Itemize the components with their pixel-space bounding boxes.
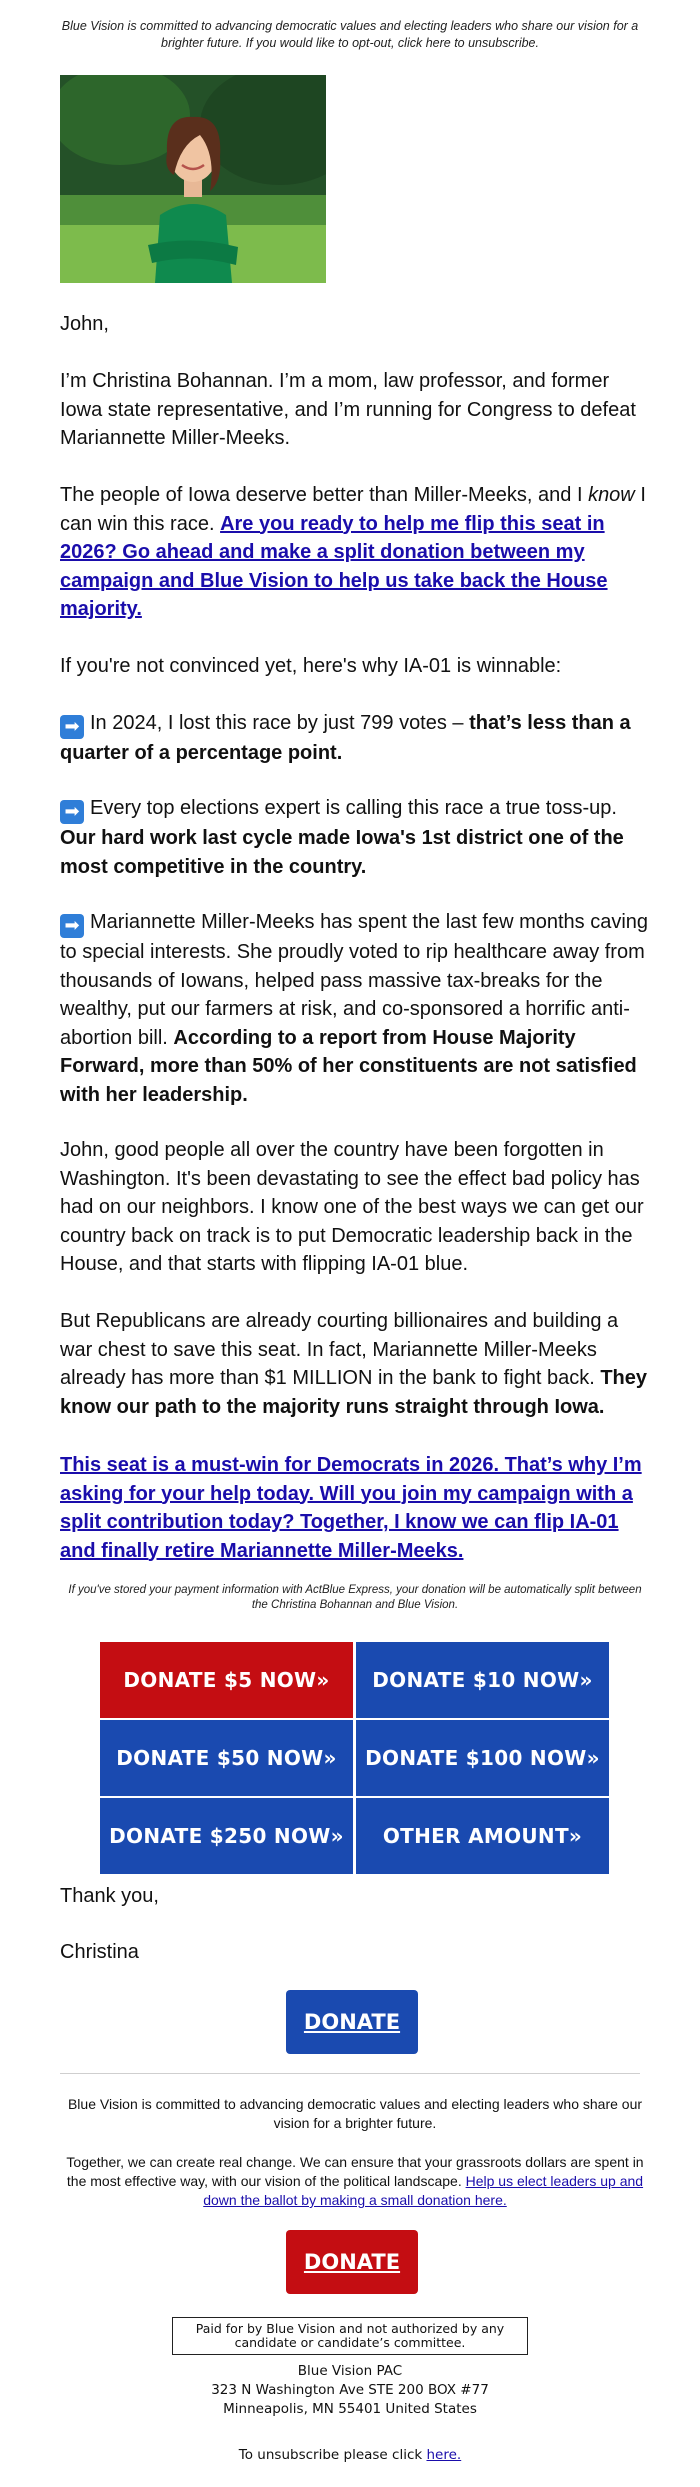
unsubscribe-link[interactable]: here. xyxy=(426,2447,462,2463)
donate-250-button[interactable]: DONATE $250 NOW» xyxy=(100,1798,353,1874)
unsubscribe-text: To unsubscribe please click xyxy=(238,2447,427,2463)
bullet-text: Every top elections expert is calling this race a true toss-up. xyxy=(90,797,617,819)
bullet-bold: Our hard work last cycle made Iowa's 1st district one of the most competitive in the country. xyxy=(60,827,624,878)
donate-100-button[interactable]: DONATE $100 NOW» xyxy=(356,1720,609,1796)
donate-50-button[interactable]: DONATE $50 NOW» xyxy=(100,1720,353,1796)
paid-for-disclaimer: Paid for by Blue Vision and not authorized by any candidate or candidate’s committee. xyxy=(172,2317,528,2355)
right-arrow-icon: ➡ xyxy=(60,800,84,824)
p2-emphasis: know xyxy=(588,484,635,506)
signature: Christina xyxy=(60,1941,139,1963)
unsubscribe-line xyxy=(60,2447,640,2463)
bullet-bold: that’s less than a quarter of a percentage point. xyxy=(60,712,631,764)
bullet-bold: According to a report from House Majority Forward, more than 50% of her constituents are not satisfied with her leadership. xyxy=(60,1026,637,1106)
donate-10-button[interactable]: DONATE $10 NOW» xyxy=(356,1642,609,1718)
org-name: Blue Vision PAC xyxy=(297,2363,403,2379)
actblue-note: If you've stored your payment information with ActBlue Express, your donation will be automatically split between the Christina Bohannan and Blue Vision. xyxy=(68,1584,642,1611)
good-people-paragraph: John, good people all over the country have been forgotten in Washington. It's been devastating to see the effect bad policy has had on our neighbors. I know one of the best ways we can get our country back on track is to put Democratic leadership back in the House, and that starts with flipping IA-01 blue. xyxy=(60,1139,644,1275)
right-arrow-icon: ➡ xyxy=(60,914,84,938)
header-notice: Blue Vision is committed to advancing democratic values and electing leaders who share our vision for a brighter future. If you would like to opt-out, click here to unsubscribe. xyxy=(61,19,639,50)
other-amount-button[interactable]: OTHER AMOUNT» xyxy=(356,1798,609,1874)
footer-donate-button[interactable]: DONATE xyxy=(286,2230,418,2294)
must-win-link[interactable]: This seat is a must-win for Democrats in 2026. That’s why I’m asking for your help today. Will you join my campaign with a split contribution today? Together, I know we can flip IA-01 and finally retire Mariannette Miller-Meeks. xyxy=(60,1454,642,1562)
bullet-text: Mariannette Miller-Meeks has spent the last few months caving to special interests. She proudly voted to rip healthcare away from thousands of Iowans, helped pass massive tax-breaks for the wealthy, put our farmers at risk, and co-sponsored a horrific anti-abortion bill. xyxy=(60,911,649,1049)
footer-donation-link[interactable]: Help us elect leaders up and down the ballot by making a small donation here. xyxy=(203,2173,644,2208)
winnable-intro: If you're not convinced yet, here's why IA-01 is winnable: xyxy=(60,655,562,677)
candidate-photo-illustration xyxy=(60,75,326,283)
bullet-text: In 2024, I lost this race by just 799 votes – xyxy=(90,712,470,734)
paragraph-know xyxy=(60,481,650,624)
bullet-item xyxy=(60,908,650,1109)
split-donation-link[interactable]: Are you ready to help me flip this seat in 2026? Go ahead and make a split donation between my campaign and Blue Vision to help us take back the House majority. xyxy=(60,512,608,620)
footer-mission: Blue Vision is committed to advancing democratic values and electing leaders who share our vision for a brighter future. xyxy=(67,2096,643,2131)
address-line-1: 323 N Washington Ave STE 200 BOX #77 xyxy=(211,2382,489,2398)
must-win-paragraph xyxy=(60,1451,650,1565)
donate-button[interactable]: DONATE xyxy=(286,1990,418,2054)
p5-text: But Republicans are already courting billionaires and building a war chest to save this seat. In fact, Mariannette Miller-Meeks already has more than $1 MILLION in the bank to fight back. xyxy=(60,1310,619,1389)
address-line-2: Minneapolis, MN 55401 United States xyxy=(223,2401,477,2417)
candidate-photo xyxy=(60,75,326,283)
p2-start: The people of Iowa deserve better than Miller-Meeks, and I xyxy=(60,484,589,506)
donate-5-button[interactable]: DONATE $5 NOW» xyxy=(100,1642,353,1718)
right-arrow-icon: ➡ xyxy=(60,715,84,739)
bullet-item xyxy=(60,709,650,768)
greeting: John, xyxy=(60,313,109,335)
p5-bold: They know our path to the majority runs straight through Iowa. xyxy=(60,1367,647,1418)
republicans-paragraph xyxy=(60,1307,650,1421)
intro-paragraph: I’m Christina Bohannan. I’m a mom, law professor, and former Iowa state representative, and I’m running for Congress to defeat Mariannette Miller-Meeks. xyxy=(60,370,636,449)
bullet-item xyxy=(60,794,650,881)
footer-together-text: Together, we can create real change. We can ensure that your grassroots dollars are spent in the most effective way, with our vision of the political landscape. xyxy=(66,2154,644,2189)
thank-you: Thank you, xyxy=(60,1885,159,1907)
p2-mid: I can win this race. xyxy=(60,484,646,535)
footer-together xyxy=(60,2153,650,2210)
footer-divider xyxy=(60,2073,640,2074)
